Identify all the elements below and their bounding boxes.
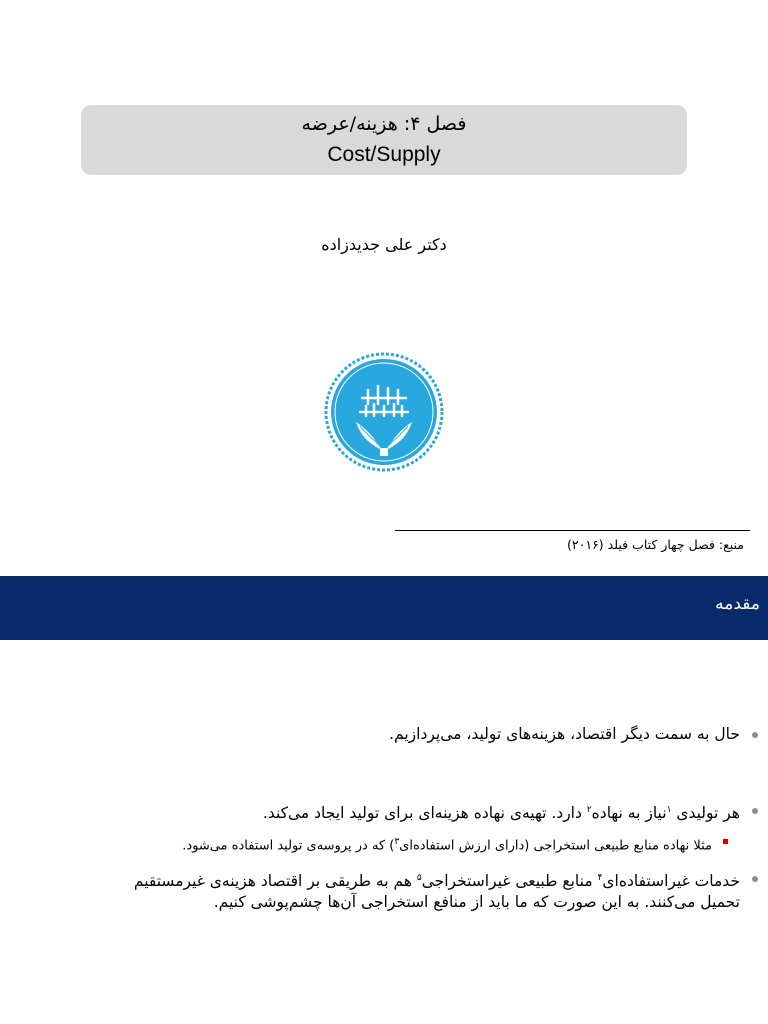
bullet-icon [752,808,758,814]
footnote-marker: ۴ [597,873,603,883]
slide-title-persian: فصل ۴: هزینه/عرضه [301,113,467,135]
bullet-text-1: حال به سمت دیگر اقتصاد، هزینه‌های تولید، می‌پردازیم. [389,725,740,743]
source-divider [395,530,750,531]
bullet-3-part-b: منابع طبیعی غیراستخراجی [421,872,598,891]
section-header-bar [0,576,768,640]
source-note: منبع: فصل چهار کتاب فیلد (۲۰۱۶) [567,537,744,552]
author-name: دکتر علی جدیدزاده [321,235,447,254]
sub-bullet-text [182,832,712,856]
footnote-marker: ۵ [416,873,422,883]
bullet-icon [752,732,758,738]
bullet-text-3-line-2: تحمیل می‌کنند. به این صورت که ما باید از منافع استخراجی آن‌ها چشم‌پوشی کنیم. [213,893,740,911]
bullet-3-part-c: هم به طریقی بر اقتصاد هزینه‌ی غیرمستقیم [133,872,417,891]
slide-title-english: Cost/Supply [327,143,441,166]
university-logo-icon [322,350,446,474]
bullet-3-part-a: خدمات غیراستفاده‌ای [602,872,740,891]
bullet-2-part-c: دارد. تهیه‌ی نهاده هزینه‌ای برای تولید ایجاد می‌کند. [262,804,587,823]
footnote-marker: ۱ [666,805,672,815]
content-area [0,640,768,1024]
bullet-icon [752,876,758,882]
sub-bullet-part-a: مثلا نهاده منابع طبیعی استخراجی (دارای ارزش استفاده‌ای [399,838,712,854]
footnote-marker: ۳ [394,837,400,847]
bullet-2-part-b: نیاز به نهاده [591,804,667,823]
bullet-text-2 [263,798,740,825]
bullet-2-part-a: هر تولیدی [676,804,740,823]
sub-bullet-icon [723,839,728,844]
sub-bullet-part-b: ) که در پروسه‌ی تولید استفاده می‌شود. [182,838,395,854]
section-title: مقدمه [715,594,760,614]
footnote-marker: ۲ [586,805,592,815]
title-box [81,105,687,175]
